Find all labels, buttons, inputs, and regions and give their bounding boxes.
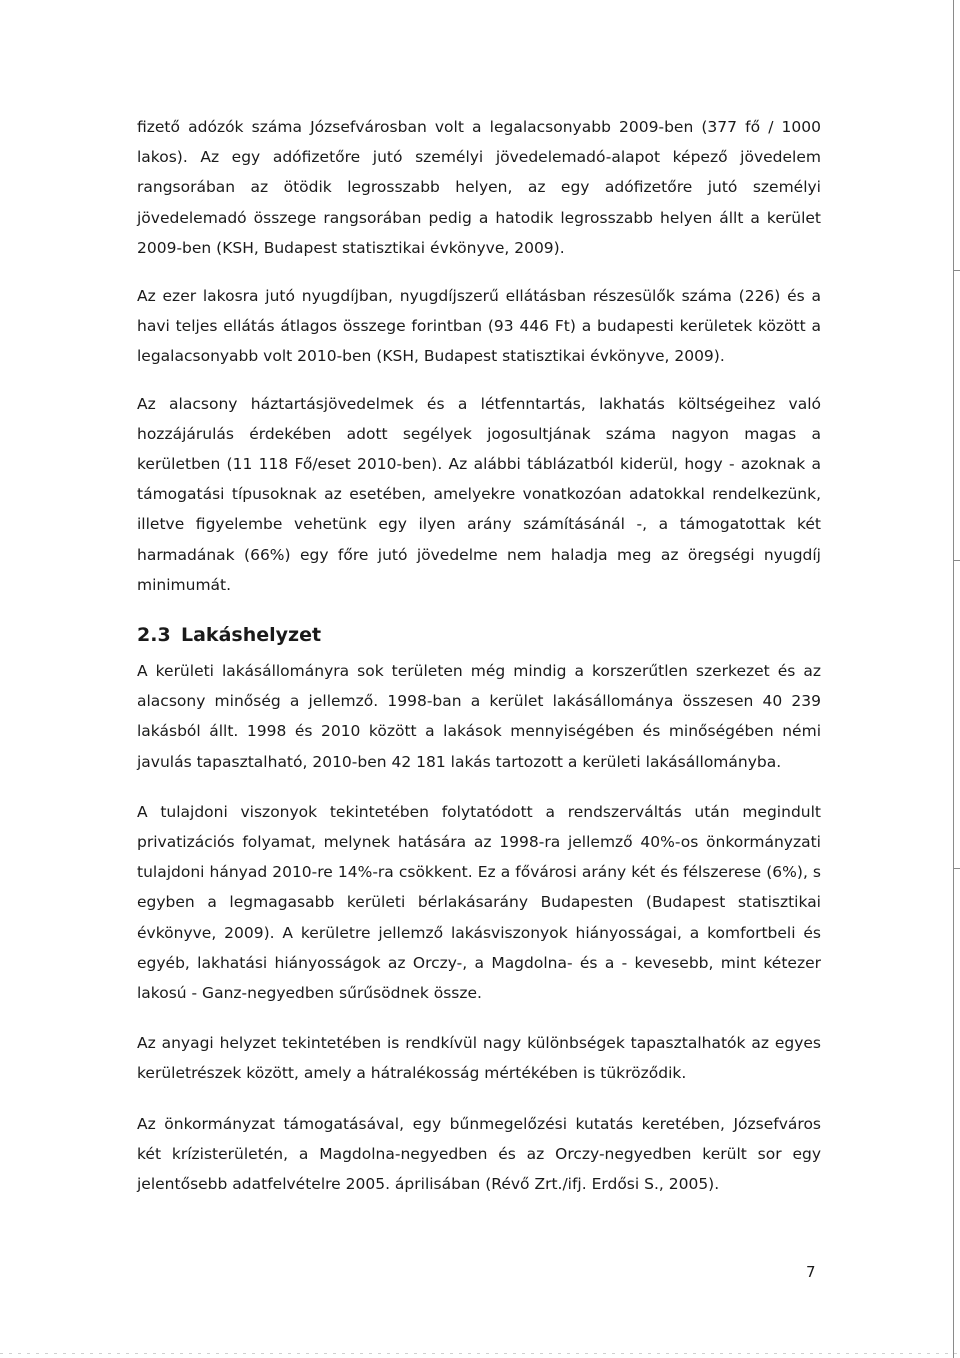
edge-mark: [954, 270, 960, 271]
paragraph-financial-situation: Az anyagi helyzet tekintetében is rendkívül nagy különbségek tapasztalhatók az egyes kerületrészek között, amely a hátralékosság mértékében is tükröződik.: [137, 1034, 821, 1083]
section-number: 2.3: [137, 624, 171, 647]
paragraph-housing-stock: A kerületi lakásállományra sok területen még mindig a korszerűtlen szerkezet és az alacsony minőség a jellemző. 1998-ban a kerület lakásállománya összesen 40 239 lakásból állt. 1998 és 2010 között a lakások mennyiségében és minőségében némi javulás tapasztalható, 2010-ben 42 181 lakás tartozott a kerületi lakásállományba.: [137, 662, 821, 771]
page-edge-line: [953, 0, 954, 1358]
paragraph-pensions: Az ezer lakosra jutó nyugdíjban, nyugdíjszerű ellátásban részesülők száma (226) és a havi teljes ellátás átlagos összege forintban (93 446 Ft) a budapesti kerületek között a legalacsonyabb volt 2010-ben (KSH, Budapest statisztikai évkönyve, 2009).: [137, 287, 821, 366]
section-title: Lakáshelyzet: [181, 624, 322, 647]
document-body: [137, 112, 821, 1219]
edge-mark: [954, 868, 960, 869]
edge-mark: [954, 560, 960, 561]
scan-artifact-line: [0, 1353, 960, 1354]
paragraph-survey: Az önkormányzat támogatásával, egy bűnmegelőzési kutatás keretében, Józsefváros két krízisterületén, a Magdolna-negyedben és az Orczy-negyedben került sor egy jelentősebb adatfelvételre 2005. áprilisában (Révő Zrt./ifj. Erdősi S., 2005).: [137, 1114, 821, 1194]
paragraph-benefits: Az alacsony háztartásjövedelmek és a létfenntartás, lakhatás költségeihez való hozzájárulás érdekében adott segélyek jogosultjának száma nagyon magas a kerületben (11 118 Fő/eset 2010-ben). Az alábbi táblázatból kiderül, hogy - azoknak a támogatási típusoknak az esetében, amelyekre vonatkozóan adatokkal rendelkezünk, illetve figyelembe vehetünk egy ilyen arány számításánál -, a támogatottak két harmadának (66%) egy főre jutó jövedelme nem haladja meg az öregségi nyugdíj minimumát.: [137, 394, 821, 594]
paragraph-ownership: A tulajdoni viszonyok tekintetében folytatódott a rendszerváltás után megindult privatizációs folyamat, melynek hatására az 1998-ra jellemző 40%-os önkormányzati tulajdoni hányad 2010-re 14%-ra csökkent. Ez a fővárosi arány két és félszerese (6%), s egyben a legmagasabb kerületi bérlakásarány Budapesten (Budapest statisztikai évkönyve, 2009). A kerületre jellemző lakásviszonyok hiányosságai, a komfortbeli és egyéb, lakhatási hiányosságok az Orczy-, a Magdolna- és a - kevesebb, mint kétezer lakosú - Ganz-negyedben sűrűsödnek össze.: [137, 802, 821, 1003]
paragraph-taxpayers: fizető adózók száma Józsefvárosban volt a legalacsonyabb 2009-ben (377 fő / 1000 lakos). Az egy adófizetőre jutó személyi jövedelemadó-alapot képező jövedelem rangsorában az ötödik legrosszabb helyen, az egy adófizetőre jutó személyi jövedelemadó összege rangsorában pedig a hatodik legrosszabb helyen állt a kerület 2009-ben (KSH, Budapest statisztikai évkönyve, 2009).: [137, 118, 821, 257]
page-number: 7: [806, 1263, 816, 1281]
section-heading: [137, 620, 821, 650]
